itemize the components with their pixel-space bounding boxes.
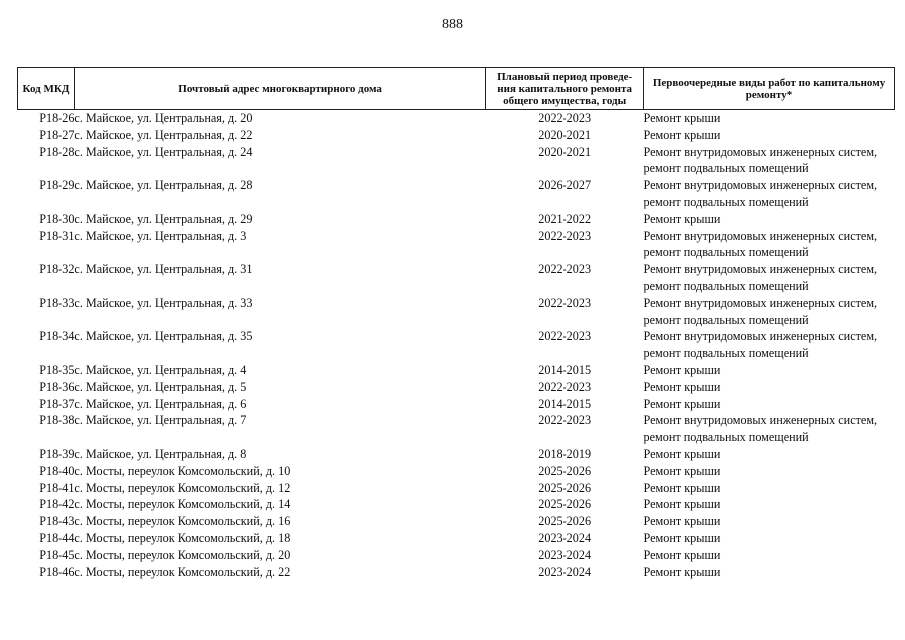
table-row <box>18 261 895 295</box>
cell-address: с. Майское, ул. Центральная, д. 20 <box>74 111 253 125</box>
table-body <box>18 110 895 581</box>
cell-works <box>644 127 895 144</box>
cell-period: 2020-2021 <box>538 127 592 142</box>
table-row <box>18 412 895 446</box>
cell-period: 2025-2026 <box>538 514 592 529</box>
table-row <box>18 513 895 530</box>
cell-period: 2025-2026 <box>538 463 592 478</box>
page-number: 888 <box>442 17 463 32</box>
cell-works <box>644 463 895 480</box>
header-address: Почтовый адрес многоквартирного дома <box>74 68 485 110</box>
cell-works <box>644 228 895 262</box>
cell-code: Р18-29 <box>39 178 75 193</box>
works-line-continued: ремонт подвальных помещений <box>643 430 809 445</box>
cell-code: Р18-30 <box>39 211 75 226</box>
cell-period: 2023-2024 <box>538 564 592 579</box>
cell-address: с. Майское, ул. Центральная, д. 4 <box>74 362 247 377</box>
cell-works <box>644 144 895 178</box>
works-line: Ремонт крыши <box>643 362 721 377</box>
table-row <box>18 396 895 413</box>
table-row <box>18 177 895 211</box>
cell-address: с. Майское, ул. Центральная, д. 6 <box>74 396 247 411</box>
cell-code: Р18-43 <box>39 514 75 529</box>
cell-code: Р18-39 <box>39 446 75 461</box>
cell-works <box>644 547 895 564</box>
cell-period: 2025-2026 <box>538 480 592 495</box>
cell-works <box>644 295 895 329</box>
housing-registry-table <box>17 67 895 580</box>
cell-code: Р18-32 <box>39 262 75 277</box>
table-row <box>18 295 895 329</box>
cell-period: 2022-2023 <box>538 295 592 310</box>
cell-period: 2022-2023 <box>538 262 592 277</box>
cell-code: Р18-36 <box>39 379 75 394</box>
cell-period: 2014-2015 <box>538 362 592 377</box>
table-row <box>18 547 895 564</box>
cell-works <box>644 177 895 211</box>
cell-code: Р18-44 <box>39 530 75 545</box>
works-line-continued: ремонт подвальных помещений <box>643 245 809 260</box>
header-works: Первоочередные виды работ по капитальному ремонту* <box>644 68 895 110</box>
cell-works <box>644 480 895 497</box>
header-period: Плановый период проведе- ния капитального ремонта общего имущества, годы <box>486 68 644 110</box>
table-row <box>18 564 895 581</box>
cell-address: с. Майское, ул. Центральная, д. 33 <box>74 295 253 310</box>
works-line-continued: ремонт подвальных помещений <box>643 312 809 327</box>
cell-address: с. Майское, ул. Центральная, д. 24 <box>74 144 253 159</box>
works-line: Ремонт крыши <box>643 396 721 411</box>
cell-code: Р18-35 <box>39 362 75 377</box>
cell-code: Р18-41 <box>39 480 75 495</box>
cell-address: с. Мосты, переулок Комсомольский, д. 14 <box>74 497 291 512</box>
works-line: Ремонт внутридомовых инженерных систем, <box>643 329 878 344</box>
cell-works <box>644 446 895 463</box>
cell-works <box>644 110 895 127</box>
works-line: Ремонт внутридомовых инженерных систем, <box>643 295 878 310</box>
table-row <box>18 463 895 480</box>
cell-address: с. Мосты, переулок Комсомольский, д. 20 <box>74 547 291 562</box>
cell-address: с. Майское, ул. Центральная, д. 7 <box>74 413 247 428</box>
cell-address: с. Мосты, переулок Комсомольский, д. 12 <box>74 480 291 495</box>
works-line: Ремонт крыши <box>643 497 721 512</box>
table-row <box>18 379 895 396</box>
cell-address: с. Майское, ул. Центральная, д. 8 <box>74 446 247 461</box>
cell-works <box>644 530 895 547</box>
cell-code: Р18-33 <box>39 295 75 310</box>
cell-period: 2026-2027 <box>538 178 592 193</box>
works-line: Ремонт внутридомовых инженерных систем, <box>643 144 878 159</box>
cell-works <box>644 328 895 362</box>
cell-period: 2023-2024 <box>538 530 592 545</box>
cell-code: Р18-31 <box>39 228 75 243</box>
table-row <box>18 211 895 228</box>
table-row <box>18 480 895 497</box>
cell-code: Р18-26 <box>39 111 75 125</box>
cell-address: с. Майское, ул. Центральная, д. 5 <box>74 379 247 394</box>
cell-code: Р18-27 <box>39 127 75 142</box>
cell-works <box>644 211 895 228</box>
header-code: Код МКД <box>18 68 75 110</box>
table-row <box>18 328 895 362</box>
cell-code: Р18-37 <box>39 396 75 411</box>
works-line: Ремонт крыши <box>643 127 721 142</box>
works-line: Ремонт крыши <box>643 564 721 579</box>
cell-period: 2014-2015 <box>538 396 592 411</box>
cell-period: 2022-2023 <box>538 329 592 344</box>
cell-address: с. Майское, ул. Центральная, д. 22 <box>74 127 253 142</box>
cell-works <box>644 496 895 513</box>
cell-period: 2021-2022 <box>538 211 592 226</box>
cell-code: Р18-46 <box>39 564 75 579</box>
works-line: Ремонт внутридомовых инженерных систем, <box>643 413 878 428</box>
table-row <box>18 228 895 262</box>
cell-period: 2025-2026 <box>538 497 592 512</box>
works-line: Ремонт внутридомовых инженерных систем, <box>643 262 878 277</box>
works-line-continued: ремонт подвальных помещений <box>643 278 809 293</box>
table-header-row <box>18 68 895 110</box>
cell-code: Р18-28 <box>39 144 75 159</box>
cell-period: 2022-2023 <box>538 413 592 428</box>
works-line: Ремонт крыши <box>643 111 721 125</box>
cell-address: с. Майское, ул. Центральная, д. 3 <box>74 228 247 243</box>
works-line: Ремонт крыши <box>643 446 721 461</box>
works-line: Ремонт крыши <box>643 463 721 478</box>
cell-works <box>644 261 895 295</box>
cell-code: Р18-38 <box>39 413 75 428</box>
cell-address: с. Мосты, переулок Комсомольский, д. 16 <box>74 514 291 529</box>
cell-address: с. Майское, ул. Центральная, д. 29 <box>74 211 253 226</box>
table-row <box>18 496 895 513</box>
cell-code: Р18-42 <box>39 497 75 512</box>
works-line: Ремонт внутридомовых инженерных систем, <box>643 228 878 243</box>
table-row <box>18 446 895 463</box>
cell-works <box>644 564 895 581</box>
cell-address: с. Майское, ул. Центральная, д. 28 <box>74 178 253 193</box>
cell-works <box>644 379 895 396</box>
cell-address: с. Мосты, переулок Комсомольский, д. 22 <box>74 564 291 579</box>
table-row <box>18 530 895 547</box>
cell-period: 2020-2021 <box>538 144 592 159</box>
cell-period: 2022-2023 <box>538 228 592 243</box>
cell-period: 2023-2024 <box>538 547 592 562</box>
cell-period: 2022-2023 <box>538 111 592 125</box>
works-line: Ремонт крыши <box>643 547 721 562</box>
cell-period: 2018-2019 <box>538 446 592 461</box>
table-row <box>18 127 895 144</box>
cell-code: Р18-45 <box>39 547 75 562</box>
cell-address: с. Майское, ул. Центральная, д. 35 <box>74 329 253 344</box>
cell-works <box>644 396 895 413</box>
cell-code: Р18-40 <box>39 463 75 478</box>
works-line: Ремонт внутридомовых инженерных систем, <box>643 178 878 193</box>
works-line: Ремонт крыши <box>643 211 721 226</box>
cell-address: с. Майское, ул. Центральная, д. 31 <box>74 262 253 277</box>
table-row <box>18 144 895 178</box>
cell-works <box>644 412 895 446</box>
works-line-continued: ремонт подвальных помещений <box>643 194 809 209</box>
works-line-continued: ремонт подвальных помещений <box>643 161 809 176</box>
works-line: Ремонт крыши <box>643 379 721 394</box>
cell-works <box>644 513 895 530</box>
cell-period: 2022-2023 <box>538 379 592 394</box>
cell-address: с. Мосты, переулок Комсомольский, д. 10 <box>74 463 291 478</box>
table-row <box>18 362 895 379</box>
cell-code: Р18-34 <box>39 329 75 344</box>
works-line: Ремонт крыши <box>643 514 721 529</box>
table-row <box>18 110 895 127</box>
works-line: Ремонт крыши <box>643 530 721 545</box>
cell-works <box>644 362 895 379</box>
works-line: Ремонт крыши <box>643 480 721 495</box>
works-line-continued: ремонт подвальных помещений <box>643 346 809 361</box>
cell-address: с. Мосты, переулок Комсомольский, д. 18 <box>74 530 291 545</box>
